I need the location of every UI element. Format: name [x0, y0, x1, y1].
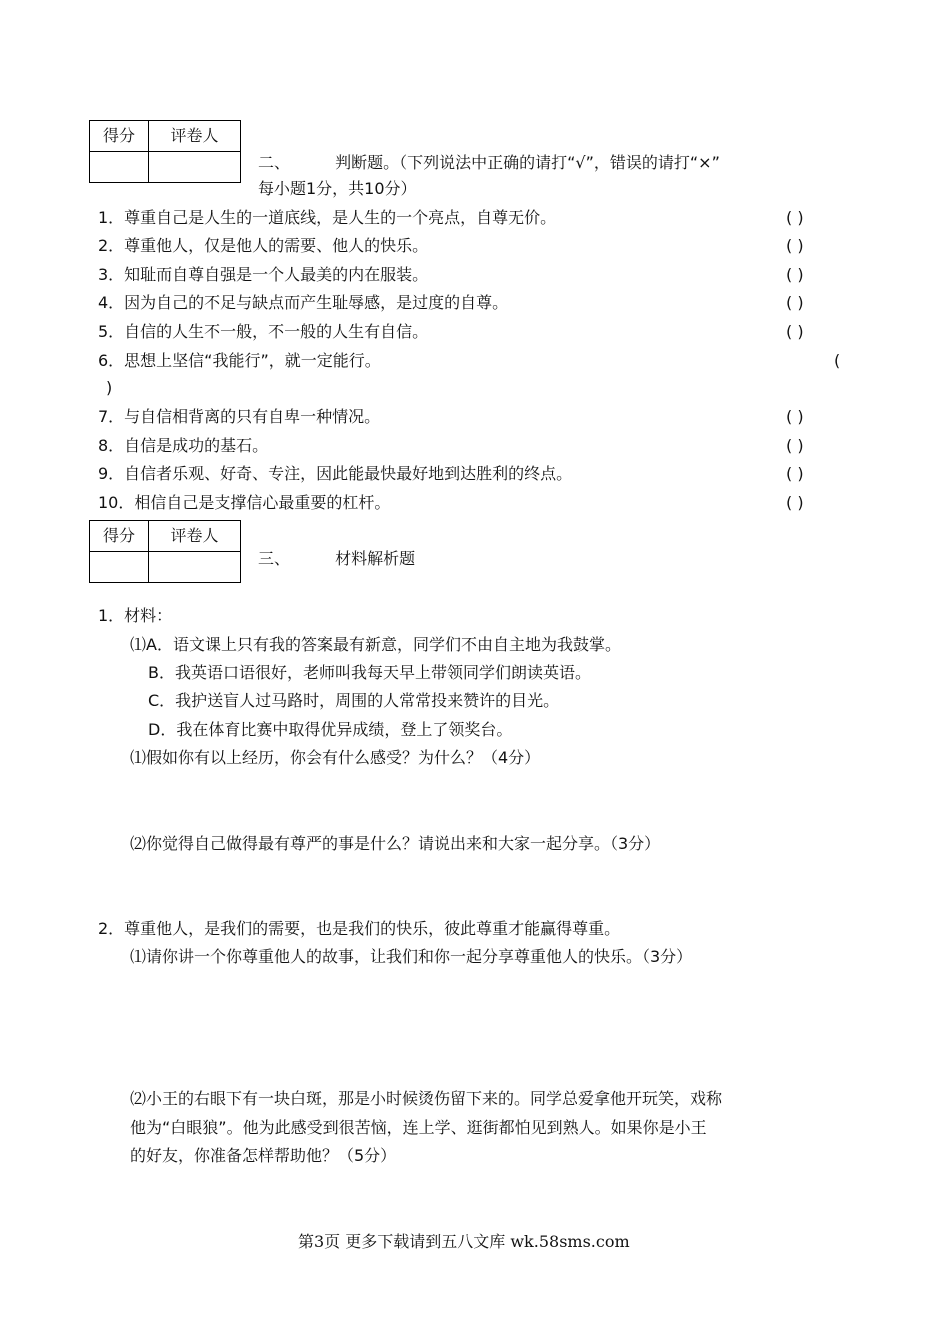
- judge-item-8: 8．自信是成功的基石。: [98, 436, 269, 455]
- answer-paren-9[interactable]: ( ): [786, 464, 804, 483]
- score-box-section3: [89, 520, 241, 583]
- answer-paren-6-open[interactable]: (: [834, 351, 841, 370]
- section2-number: 二、: [258, 153, 291, 172]
- q2-sub2-line3: 的好友，你准备怎样帮助他？（5分）: [130, 1146, 397, 1165]
- answer-paren-3[interactable]: ( ): [786, 265, 804, 284]
- answer-paren-6-close[interactable]: ): [106, 378, 113, 397]
- section3-number: 三、: [258, 549, 291, 568]
- judge-item-4: 4．因为自己的不足与缺点而产生耻辱感，是过度的自尊。: [98, 293, 509, 312]
- q1-material-c: C．我护送盲人过马路时，周围的人常常投来赞许的目光。: [148, 691, 560, 710]
- judge-item-5: 5．自信的人生不一般，不一般的人生有自信。: [98, 322, 429, 341]
- grader-cell[interactable]: [149, 552, 241, 583]
- section2-note: 每小题1分，共10分）: [258, 179, 417, 198]
- judge-item-1: 1．尊重自己是人生的一道底线，是人生的一个亮点，自尊无价。: [98, 208, 557, 227]
- q1-sub1: ⑴假如你有以上经历，你会有什么感受？为什么？（4分）: [130, 748, 541, 767]
- answer-paren-1[interactable]: ( ): [786, 208, 804, 227]
- score-header: 得分: [90, 121, 149, 152]
- grader-header: 评卷人: [149, 521, 241, 552]
- q2-label: 2．尊重他人，是我们的需要，也是我们的快乐，彼此尊重才能赢得尊重。: [98, 919, 621, 938]
- q1-material-a: ⑴A．语文课上只有我的答案最有新意，同学们不由自主地为我鼓掌。: [130, 635, 621, 654]
- answer-paren-5[interactable]: ( ): [786, 322, 804, 341]
- q1-label: 1．材料：: [98, 606, 173, 625]
- section2-title: 判断题。（下列说法中正确的请打“√”，错误的请打“×”: [335, 153, 720, 172]
- answer-paren-8[interactable]: ( ): [786, 436, 804, 455]
- answer-paren-7[interactable]: ( ): [786, 407, 804, 426]
- page-footer: 第3页 更多下载请到五八文库 wk.58sms.com: [298, 1232, 630, 1251]
- answer-paren-10[interactable]: ( ): [786, 493, 804, 512]
- judge-item-7: 7．与自信相背离的只有自卑一种情况。: [98, 407, 381, 426]
- answer-paren-4[interactable]: ( ): [786, 293, 804, 312]
- judge-item-6: 6．思想上坚信“我能行”，就一定能行。: [98, 351, 381, 370]
- q1-material-b: B．我英语口语很好，老师叫我每天早上带领同学们朗读英语。: [148, 663, 591, 682]
- judge-item-10: 10．相信自己是支撑信心最重要的杠杆。: [98, 493, 391, 512]
- section2-heading: [258, 152, 720, 174]
- judge-item-2: 2．尊重他人，仅是他人的需要、他人的快乐。: [98, 236, 429, 255]
- section3-title: 材料解析题: [335, 549, 416, 568]
- score-header: 得分: [90, 521, 149, 552]
- judge-item-3: 3．知耻而自尊自强是一个人最美的内在服装。: [98, 265, 429, 284]
- score-box-section2: [89, 120, 241, 183]
- q2-sub2-line1: ⑵小王的右眼下有一块白斑，那是小时候烫伤留下来的。同学总爱拿他开玩笑，戏称: [130, 1089, 723, 1108]
- grader-cell[interactable]: [149, 152, 241, 183]
- q2-sub1: ⑴请你讲一个你尊重他人的故事，让我们和你一起分享尊重他人的快乐。（3分）: [130, 947, 693, 966]
- judge-item-9: 9．自信者乐观、好奇、专注，因此能最快最好地到达胜利的终点。: [98, 464, 573, 483]
- score-cell[interactable]: [90, 552, 149, 583]
- grader-header: 评卷人: [149, 121, 241, 152]
- q1-sub2: ⑵你觉得自己做得最有尊严的事是什么？请说出来和大家一起分享。（3分）: [130, 834, 661, 853]
- section3-heading: [258, 548, 415, 570]
- q2-sub2-line2: 他为“白眼狼”。他为此感受到很苦恼，连上学、逛街都怕见到熟人。如果你是小王: [130, 1118, 707, 1137]
- score-cell[interactable]: [90, 152, 149, 183]
- q1-material-d: D．我在体育比赛中取得优异成绩，登上了领奖台。: [148, 720, 513, 739]
- answer-paren-2[interactable]: ( ): [786, 236, 804, 255]
